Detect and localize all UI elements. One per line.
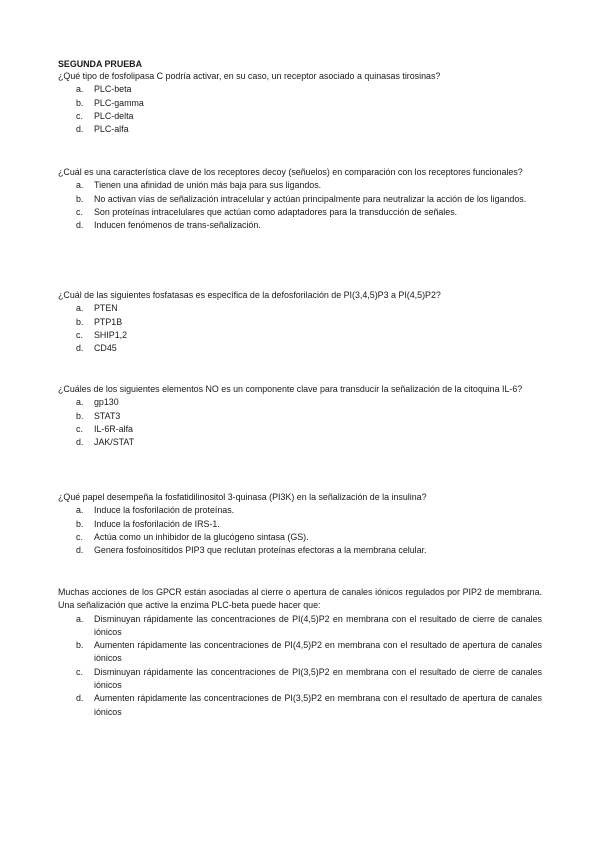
option-1a xyxy=(58,83,542,96)
option-letter: d. xyxy=(76,437,84,448)
option-text: Induce la fosforilación de IRS-1. xyxy=(94,518,220,529)
option-1c xyxy=(58,110,542,123)
option-text: IL-6R-alfa xyxy=(94,423,133,434)
option-5c xyxy=(58,531,542,544)
option-letter: a. xyxy=(76,303,84,314)
option-text: PTEN xyxy=(94,303,118,314)
option-5d xyxy=(58,544,542,557)
option-text: gp130 xyxy=(94,397,119,408)
option-letter: d. xyxy=(76,545,84,556)
option-letter: d. xyxy=(76,693,84,704)
option-letter: d. xyxy=(76,220,84,231)
option-4d xyxy=(58,436,542,449)
option-letter: d. xyxy=(76,124,84,135)
option-text: Tienen una afinidad de unión más baja para sus ligandos. xyxy=(94,180,322,191)
question-5 xyxy=(58,491,542,557)
option-4c xyxy=(58,423,542,436)
option-text: Genera fosfoinosítidos PIP3 que reclutan proteínas efectoras a la membrana celular. xyxy=(94,545,427,556)
option-text: Actúa como un inhibidor de la glucógeno sintasa (GS). xyxy=(94,531,309,542)
option-text: No activan vías de señalización intracelular y actúan principalmente para neutralizar la acción de los ligandos. xyxy=(94,193,527,204)
option-5b xyxy=(58,518,542,531)
option-2b xyxy=(58,193,542,206)
option-6a xyxy=(58,613,542,640)
option-letter: b. xyxy=(76,193,84,204)
option-text: SHIP1,2 xyxy=(94,329,128,340)
option-1d xyxy=(58,123,542,136)
question-2-text: ¿Cuál es una característica clave de los receptores decoy (señuelos) en comparación con los receptores funcionales? xyxy=(58,167,523,177)
option-text: Son proteínas intracelulares que actúan como adaptadores para la transducción de señales. xyxy=(94,206,458,217)
option-3b xyxy=(58,316,542,329)
option-6b xyxy=(58,639,542,666)
option-text: Induce la fosforilación de proteínas. xyxy=(94,505,235,516)
option-letter: c. xyxy=(76,329,83,340)
option-text: Disminuyan rápidamente las concentraciones de PI(4,5)P2 en membrana con el resultado de cierre de canales iónicos xyxy=(94,613,542,637)
option-letter: a. xyxy=(76,180,84,191)
question-1 xyxy=(58,70,542,136)
option-letter: c. xyxy=(76,423,83,434)
option-letter: b. xyxy=(76,316,84,327)
question-2-options xyxy=(58,179,542,232)
option-letter: a. xyxy=(76,613,84,624)
option-text: PLC-delta xyxy=(94,110,134,121)
option-text: Aumenten rápidamente las concentraciones de PI(4,5)P2 en membrana con el resultado de apertura de canales iónicos xyxy=(94,640,542,664)
option-text: PLC-beta xyxy=(94,84,132,95)
option-text: PLC-gamma xyxy=(94,97,144,108)
option-letter: a. xyxy=(76,397,84,408)
option-letter: b. xyxy=(76,640,84,651)
question-4 xyxy=(58,383,542,449)
option-2d xyxy=(58,219,542,232)
option-3d xyxy=(58,342,542,355)
question-5-text: ¿Qué papel desempeña la fosfatidilinositol 3-quinasa (PI3K) en la señalización de la insulina? xyxy=(58,492,427,502)
question-1-options xyxy=(58,83,542,136)
option-text: PLC-alfa xyxy=(94,124,129,135)
question-2 xyxy=(58,166,542,232)
option-letter: b. xyxy=(76,518,84,529)
option-4b xyxy=(58,410,542,423)
option-letter: a. xyxy=(76,84,84,95)
option-letter: a. xyxy=(76,505,84,516)
option-text: PTP1B xyxy=(94,316,123,327)
option-3a xyxy=(58,302,542,315)
option-letter: c. xyxy=(76,666,83,677)
option-text: Disminuyan rápidamente las concentraciones de PI(3,5)P2 en membrana con el resultado de cierre de canales iónicos xyxy=(94,666,542,691)
question-6-options xyxy=(58,613,542,719)
question-1-text: ¿Qué tipo de fosfolipasa C podría activar, en su caso, un receptor asociado a quinasas tirosinas? xyxy=(58,71,441,81)
option-5a xyxy=(58,504,542,517)
option-text: CD45 xyxy=(94,343,117,354)
option-letter: b. xyxy=(76,97,84,108)
question-4-text: ¿Cuáles de los siguientes elementos NO es un componente clave para transducir la señalización de la citoquina IL-6? xyxy=(58,384,523,394)
question-6-text: Muchas acciones de los GPCR están asociadas al cierre o apertura de canales iónicos regulados por PIP2 de membrana. Una señalización que active la enzima PLC-beta puede hacer que: xyxy=(58,587,542,611)
option-2a xyxy=(58,179,542,192)
option-letter: c. xyxy=(76,110,83,121)
option-2c xyxy=(58,206,542,219)
question-6 xyxy=(58,586,542,719)
option-4a xyxy=(58,396,542,409)
option-letter: b. xyxy=(76,410,84,421)
option-letter: c. xyxy=(76,531,83,542)
option-text: JAK/STAT xyxy=(94,437,135,448)
option-3c xyxy=(58,329,542,342)
option-text: Aumenten rápidamente las concentraciones de PI(3,5)P2 en membrana con el resultado de apertura de canales iónicos xyxy=(94,693,542,717)
question-3-options xyxy=(58,302,542,355)
option-6c xyxy=(58,666,542,693)
question-3-text: ¿Cuál de las siguientes fosfatasas es específica de la defosforilación de PI(3,4,5)P3 a PI(4,5)P2? xyxy=(58,290,441,300)
question-5-options xyxy=(58,504,542,557)
option-text: Inducen fenómenos de trans-señalización. xyxy=(94,220,261,231)
option-text: STAT3 xyxy=(94,410,121,421)
option-letter: c. xyxy=(76,206,83,217)
option-letter: d. xyxy=(76,343,84,354)
question-4-options xyxy=(58,396,542,449)
document-title: SEGUNDA PRUEBA xyxy=(58,59,142,69)
option-1b xyxy=(58,97,542,110)
question-3 xyxy=(58,289,542,355)
option-6d xyxy=(58,692,542,719)
